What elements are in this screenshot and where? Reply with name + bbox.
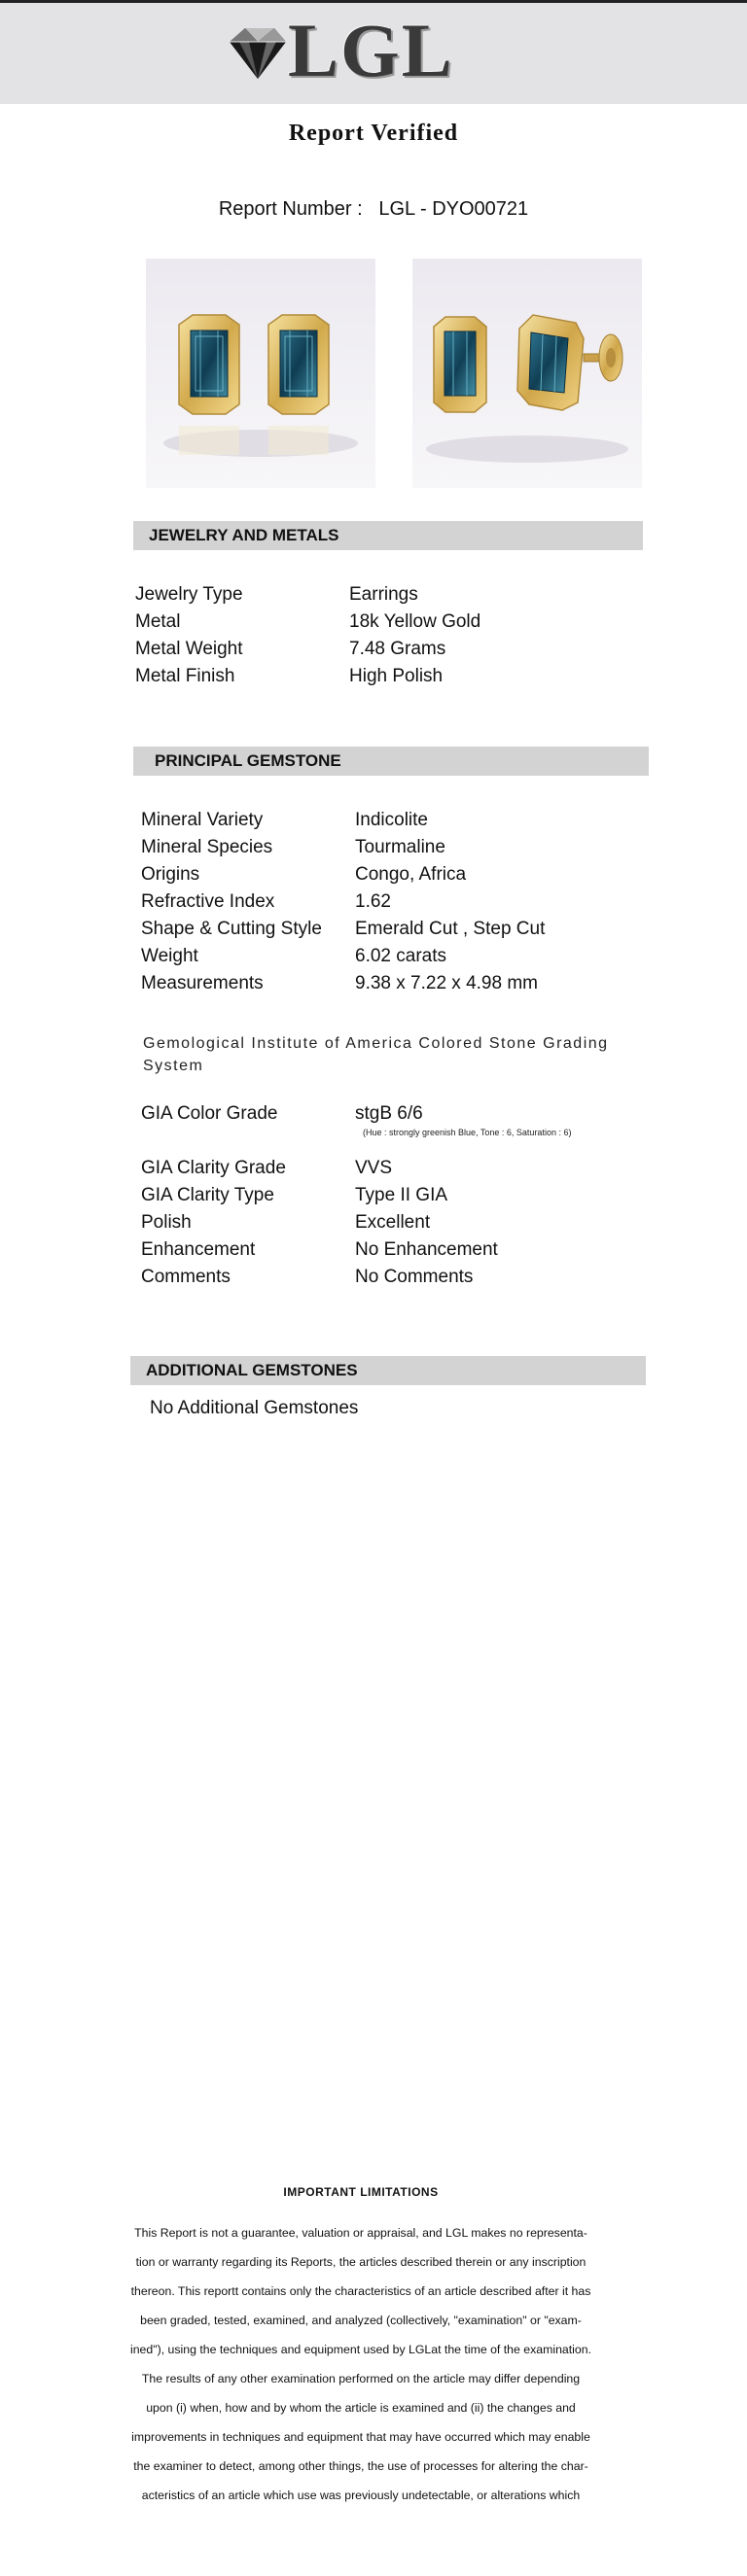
- gia-grading-system-note: Gemological Institute of America Colored Stone Grading System: [143, 1035, 609, 1074]
- no-additional-gemstones-text: No Additional Gemstones: [150, 1398, 359, 1418]
- detail-label: Refractive Index: [141, 891, 275, 912]
- diamond-icon: [226, 24, 290, 83]
- detail-label: Mineral Variety: [141, 810, 264, 830]
- detail-label: Enhancement: [141, 1239, 256, 1260]
- detail-label: GIA Color Grade: [141, 1103, 278, 1124]
- limitations-line: ined"), using the techniques and equipment used by LGLat the time of the examination.: [129, 2343, 591, 2356]
- detail-value: Earrings: [349, 584, 418, 605]
- report-number: [0, 198, 747, 221]
- section-principal-gemstone: PRINCIPAL GEMSTONE: [133, 747, 649, 776]
- detail-value: 7.48 Grams: [349, 639, 446, 659]
- limitations-line: This Report is not a guarantee, valuation or appraisal, and LGL makes no representa-: [134, 2226, 587, 2240]
- detail-value: 18k Yellow Gold: [349, 611, 481, 632]
- detail-value: stgB 6/6: [355, 1103, 423, 1124]
- header-band: [0, 3, 747, 104]
- limitations-line: been graded, tested, examined, and analyzed (collectively, "examination" or "exam-: [140, 2314, 582, 2327]
- detail-label: Shape & Cutting Style: [141, 919, 322, 939]
- detail-value: Indicolite: [355, 810, 428, 830]
- detail-value: Emerald Cut , Step Cut: [355, 919, 546, 939]
- limitations-line: the examiner to detect, among other things, the use of processes for altering the char-: [133, 2459, 588, 2473]
- important-limitations-heading: IMPORTANT LIMITATIONS: [283, 2185, 439, 2199]
- detail-value: No Enhancement: [355, 1239, 498, 1260]
- limitations-line: tion or warranty regarding its Reports, the articles described therein or any inscription: [135, 2255, 587, 2269]
- detail-label: GIA Clarity Type: [141, 1185, 274, 1205]
- detail-value: Type II GIA: [355, 1185, 448, 1205]
- detail-value: No Comments: [355, 1267, 474, 1287]
- detail-value: VVS: [355, 1158, 393, 1178]
- detail-value: Tourmaline: [355, 837, 445, 857]
- detail-label: Metal: [135, 611, 181, 632]
- section-jewelry-and-metals: JEWELRY AND METALS: [133, 521, 643, 550]
- detail-value: Excellent: [355, 1212, 431, 1233]
- important-limitations-text: [97, 2218, 624, 2510]
- limitations-line: thereon. This reportt contains only the characteristics of an article described after it has: [130, 2284, 591, 2298]
- limitations-line: improvements in techniques and equipment that may have occurred which may enable: [131, 2430, 590, 2444]
- detail-label: Metal Weight: [135, 639, 243, 659]
- detail-label: Comments: [141, 1267, 231, 1287]
- earring-right: [268, 315, 329, 414]
- earring-left: [179, 315, 239, 414]
- detail-value: Congo, Africa: [355, 864, 467, 885]
- detail-label: Mineral Species: [141, 837, 273, 857]
- detail-value: 1.62: [355, 891, 391, 912]
- report-number-value: LGL - DYO00721: [378, 198, 529, 220]
- earrings-front-photo[interactable]: [146, 259, 375, 488]
- detail-label: Jewelry Type: [135, 584, 243, 605]
- earrings-side-photo[interactable]: [412, 259, 642, 488]
- detail-label: Measurements: [141, 973, 264, 993]
- detail-label: GIA Clarity Grade: [141, 1158, 286, 1178]
- report-number-label: Report Number :: [218, 198, 363, 220]
- limitations-line: The results of any other examination performed on the article may differ depending: [141, 2372, 581, 2385]
- lgl-logo[interactable]: [226, 8, 479, 92]
- detail-value: 9.38 x 7.22 x 4.98 mm: [355, 973, 538, 993]
- detail-label: Weight: [141, 946, 198, 966]
- earring-left: [434, 317, 486, 412]
- detail-label: Origins: [141, 864, 200, 885]
- detail-value: 6.02 carats: [355, 946, 446, 966]
- limitations-line: acteristics of an article which use was previously undetectable, or alterations which: [141, 2489, 581, 2502]
- detail-value: High Polish: [349, 666, 444, 686]
- page-title: Report Verified: [288, 121, 459, 146]
- detail-label: Metal Finish: [135, 666, 235, 686]
- limitations-line: upon (i) when, how and by whom the article is examined and (ii) the changes and: [146, 2401, 576, 2415]
- section-additional-gemstones: ADDITIONAL GEMSTONES: [130, 1356, 646, 1385]
- detail-label: Polish: [141, 1212, 192, 1233]
- logo-text: LGL: [288, 8, 454, 92]
- color-grade-note: (Hue : strongly greenish Blue, Tone : 6, Saturation : 6): [363, 1128, 572, 1137]
